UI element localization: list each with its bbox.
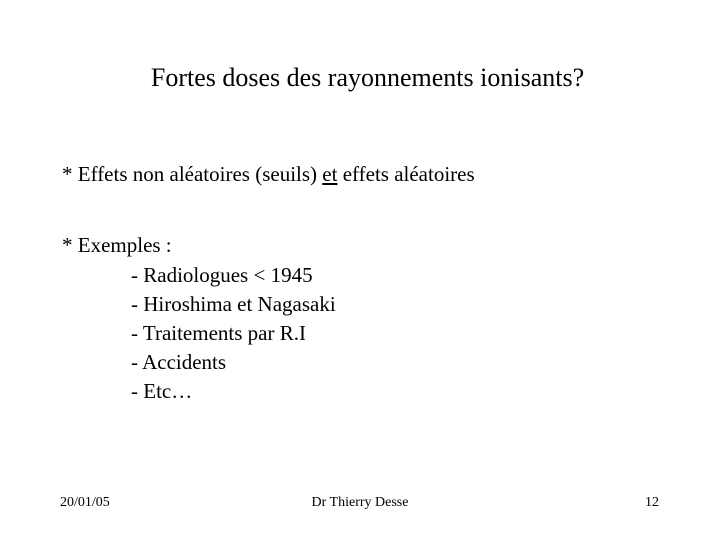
bullet-effects-suffix: effets aléatoires bbox=[337, 162, 475, 186]
examples-list bbox=[131, 261, 336, 406]
example-item-hiroshima: - Hiroshima et Nagasaki bbox=[131, 292, 336, 316]
bullet-effects-prefix: * Effets non aléatoires (seuils) bbox=[62, 162, 323, 186]
example-item-etc: - Etc… bbox=[131, 379, 193, 403]
slide-title: Fortes doses des rayonnements ionisants? bbox=[150, 63, 585, 92]
bullet-effects-underlined-word: et bbox=[322, 162, 338, 186]
example-item-accidents: - Accidents bbox=[131, 350, 227, 374]
footer-page-number: 12 bbox=[645, 495, 659, 510]
footer-author: Dr Thierry Desse bbox=[311, 495, 409, 510]
footer-date: 20/01/05 bbox=[60, 495, 110, 510]
bullet-examples-label: * Exemples : bbox=[62, 233, 172, 257]
example-item-radiologues: - Radiologues < 1945 bbox=[131, 263, 313, 287]
bullet-effects bbox=[62, 161, 475, 187]
example-item-traitements: - Traitements par R.I bbox=[131, 321, 306, 345]
